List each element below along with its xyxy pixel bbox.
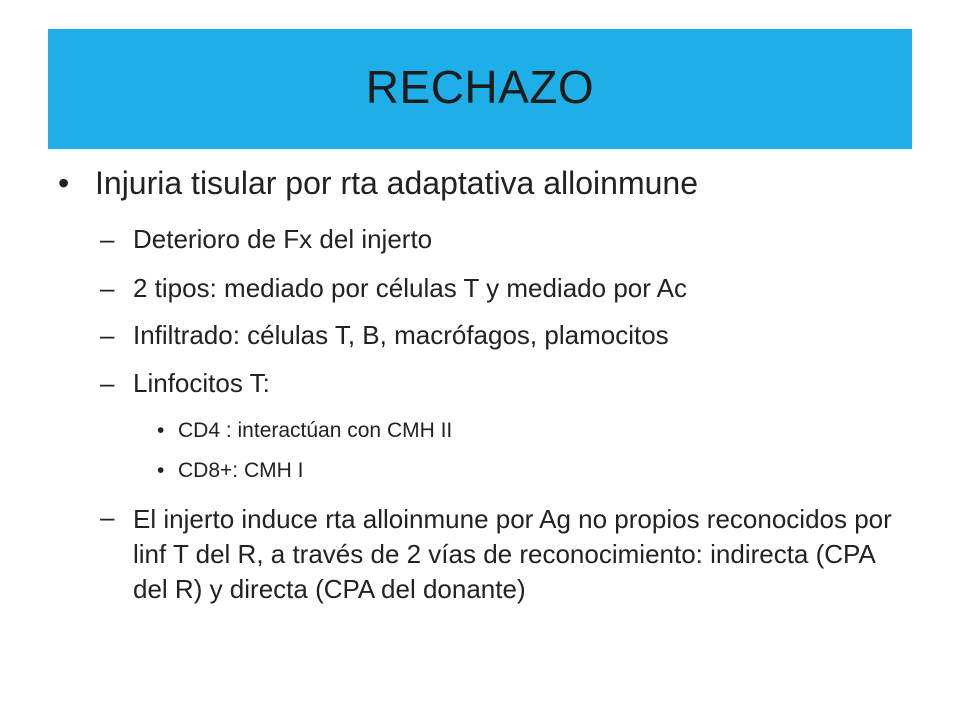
dash-marker: – bbox=[100, 368, 115, 398]
small-bullet-marker: • bbox=[157, 459, 165, 482]
main-bullet-text: Injuria tisular por rta adaptativa alloinmune bbox=[95, 165, 698, 201]
subsub-bullet-text: CD4 : interactúan con CMH II bbox=[178, 419, 453, 442]
sub-bullet-text: Infiltrado: células T, B, macrófagos, plamocitos bbox=[133, 320, 669, 350]
dash-marker: – bbox=[100, 502, 115, 532]
slide-title: RECHAZO bbox=[365, 61, 595, 113]
sub-bullet-text: 2 tipos: mediado por células T y mediado por Ac bbox=[133, 273, 688, 303]
sub-bullet-text: Linfocitos T: bbox=[133, 368, 270, 398]
subsub-bullet-text: CD8+: CMH I bbox=[178, 459, 304, 482]
sub-bullet-text: El injerto induce rta alloinmune por Ag no propios reconocidos por linf T del R, a través de 2 vías de reconocimiento: indirecta (CPA del R) y directa (CPA del donante) bbox=[133, 504, 892, 604]
small-bullet-marker: • bbox=[157, 419, 165, 442]
dash-marker: – bbox=[100, 320, 115, 350]
bullet-marker: • bbox=[58, 165, 70, 201]
dash-marker: – bbox=[100, 273, 115, 303]
sub-bullet-text: Deterioro de Fx del injerto bbox=[133, 224, 433, 254]
dash-marker: – bbox=[100, 224, 115, 254]
